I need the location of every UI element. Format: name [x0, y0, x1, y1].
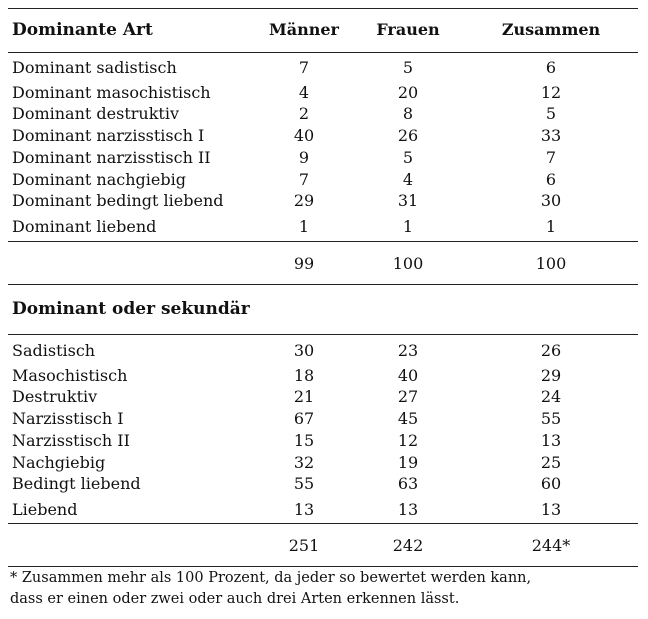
row-label: Dominant narzisstisch I	[12, 126, 205, 145]
footnote-line-2: dass er einen oder zwei oder auch drei Arten erkennen lässt.	[10, 591, 460, 607]
value-men: 7	[298, 170, 310, 189]
value-total: 13	[540, 500, 562, 519]
section2-bottom-rule	[8, 523, 638, 524]
value-total: 55	[540, 409, 562, 428]
value-total: 25	[540, 453, 562, 472]
section1-bottom-rule	[8, 241, 638, 242]
section2-header-rule	[8, 334, 638, 335]
footnote-line-1: * Zusammen mehr als 100 Prozent, da jeder so bewertet werden kann,	[10, 570, 532, 586]
value-total: 12	[540, 83, 562, 102]
value-men: 4	[298, 83, 310, 102]
total-women: 242	[392, 536, 424, 555]
row-label: Liebend	[12, 500, 78, 519]
column-header-men: Männer	[269, 20, 339, 39]
row-label: Dominant sadistisch	[12, 58, 177, 77]
total-men: 99	[293, 254, 315, 273]
value-women: 40	[397, 366, 419, 385]
value-total: 24	[540, 387, 562, 406]
value-men: 2	[298, 104, 310, 123]
row-label: Destruktiv	[12, 387, 98, 406]
value-men: 18	[293, 366, 315, 385]
column-header-type: Dominante Art	[12, 20, 153, 40]
row-label: Narzisstisch I	[12, 409, 124, 428]
value-women: 26	[397, 126, 419, 145]
row-label: Dominant masochistisch	[12, 83, 211, 102]
totals2-rule	[8, 566, 638, 567]
row-label: Dominant narzisstisch II	[12, 148, 211, 167]
total-women: 100	[392, 254, 424, 273]
total-combined: 100	[535, 254, 567, 273]
value-men: 67	[293, 409, 315, 428]
value-men: 7	[298, 58, 310, 77]
value-women: 4	[402, 170, 414, 189]
row-label: Masochistisch	[12, 366, 128, 385]
value-men: 21	[293, 387, 315, 406]
row-label: Dominant nachgiebig	[12, 170, 186, 189]
value-women: 12	[397, 431, 419, 450]
total-men: 251	[288, 536, 320, 555]
header-rule	[8, 52, 638, 53]
row-label: Dominant destruktiv	[12, 104, 179, 123]
value-total: 6	[545, 58, 557, 77]
value-women: 13	[397, 500, 419, 519]
row-label: Sadistisch	[12, 341, 96, 360]
value-total: 1	[545, 217, 557, 236]
row-label: Bedingt liebend	[12, 474, 141, 493]
totals1-rule	[8, 284, 638, 285]
section2-heading: Dominant oder sekundär	[12, 299, 250, 319]
value-women: 31	[397, 191, 419, 210]
value-total: 13	[540, 431, 562, 450]
value-women: 19	[397, 453, 419, 472]
value-men: 32	[293, 453, 315, 472]
value-men: 30	[293, 341, 315, 360]
value-total: 7	[545, 148, 557, 167]
value-women: 1	[402, 217, 414, 236]
row-label: Nachgiebig	[12, 453, 106, 472]
column-header-total: Zusammen	[501, 20, 601, 39]
value-men: 29	[293, 191, 315, 210]
value-women: 63	[397, 474, 419, 493]
value-women: 23	[397, 341, 419, 360]
row-label: Narzisstisch II	[12, 431, 130, 450]
row-label: Dominant bedingt liebend	[12, 191, 224, 210]
value-women: 27	[397, 387, 419, 406]
value-men: 55	[293, 474, 315, 493]
value-total: 29	[540, 366, 562, 385]
value-men: 40	[293, 126, 315, 145]
value-total: 60	[540, 474, 562, 493]
value-total: 5	[545, 104, 557, 123]
value-men: 1	[298, 217, 310, 236]
value-total: 33	[540, 126, 562, 145]
value-women: 8	[402, 104, 414, 123]
value-women: 5	[402, 58, 414, 77]
value-men: 9	[298, 148, 310, 167]
value-total: 6	[545, 170, 557, 189]
value-total: 30	[540, 191, 562, 210]
total-combined: 244*	[531, 536, 571, 555]
value-men: 13	[293, 500, 315, 519]
value-women: 45	[397, 409, 419, 428]
value-women: 20	[397, 83, 419, 102]
top-rule	[8, 8, 638, 9]
column-header-women: Frauen	[376, 20, 440, 39]
row-label: Dominant liebend	[12, 217, 157, 236]
value-total: 26	[540, 341, 562, 360]
value-men: 15	[293, 431, 315, 450]
value-women: 5	[402, 148, 414, 167]
